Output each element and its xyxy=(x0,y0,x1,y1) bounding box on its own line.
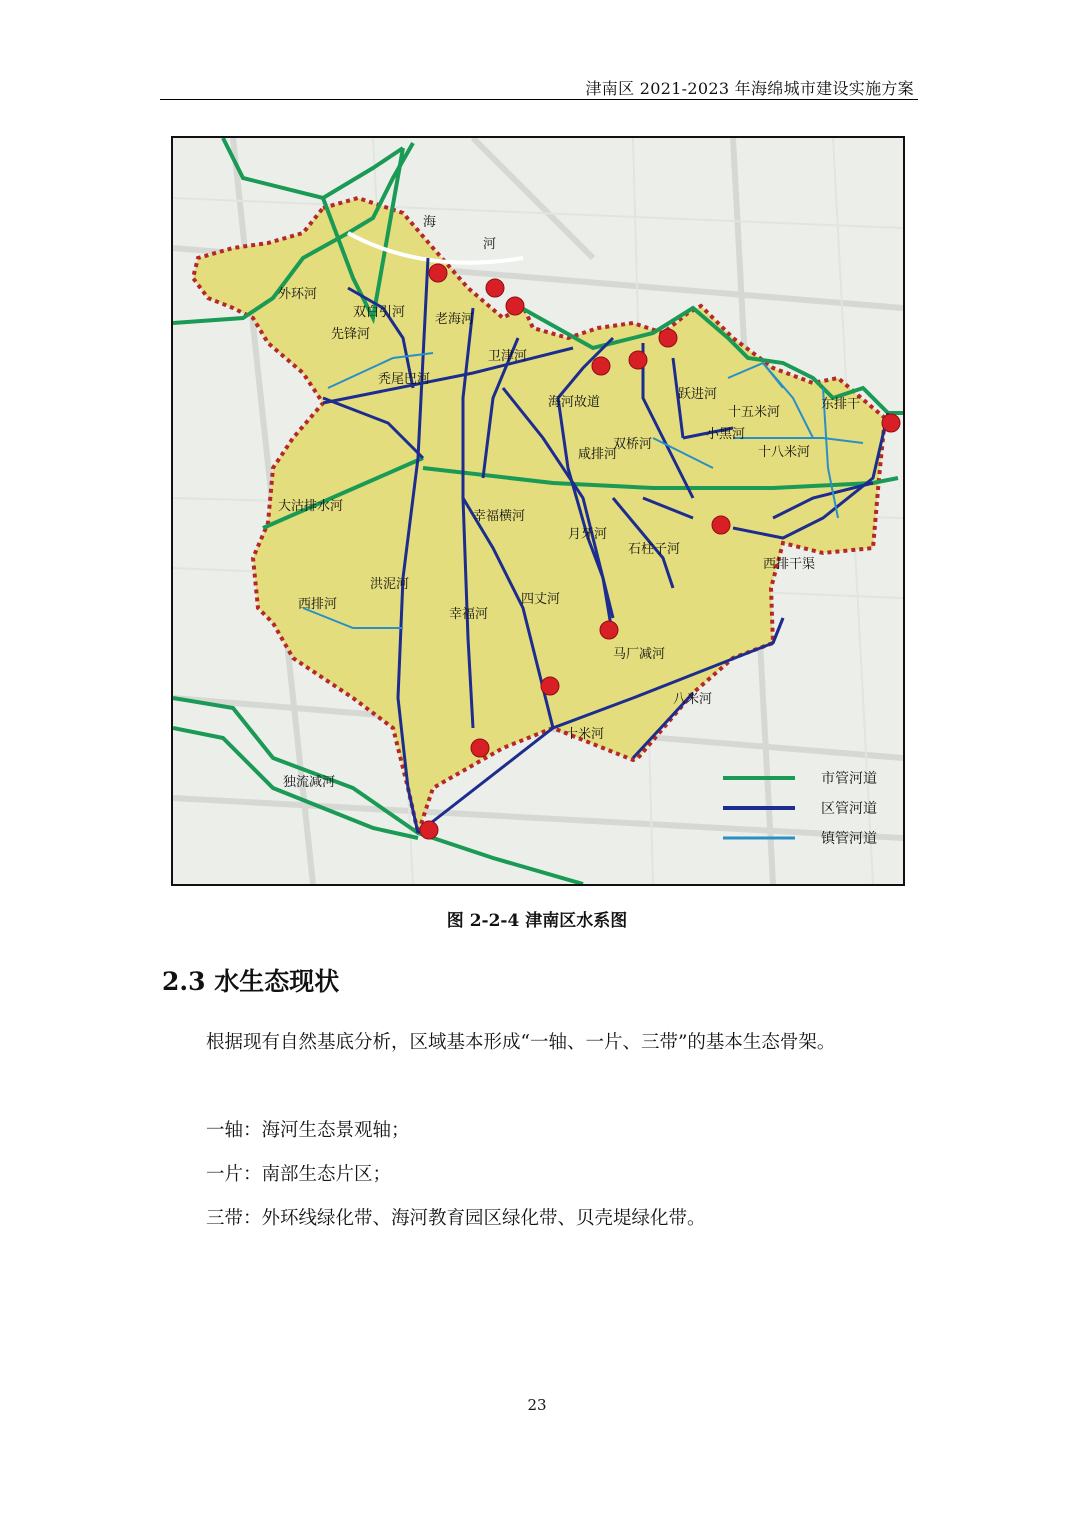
body-paragraph-2: 一轴：海河生态景观轴； xyxy=(206,1120,410,1141)
figure-caption: 图 2-2-4 津南区水系图 xyxy=(446,911,628,931)
map-label-tuwei: 秃尾巴河 xyxy=(378,372,431,387)
page-number: 23 xyxy=(527,1396,547,1414)
map-label-dongpaigan: 东排干 xyxy=(821,397,861,412)
water-system-map xyxy=(171,136,905,886)
map-label-xingfu: 幸福河 xyxy=(449,607,489,622)
map-label-xianfeng: 先锋河 xyxy=(331,327,371,342)
map-label-haihe-a: 海 xyxy=(423,215,437,230)
legend-label-district: 区管河道 xyxy=(821,801,877,817)
map-label-shizhuzi: 石柱子河 xyxy=(628,542,681,557)
body-paragraph-3: 一片：南部生态片区； xyxy=(206,1164,392,1185)
map-label-weijin: 卫津河 xyxy=(488,349,528,364)
section-heading: 2.3 水生态现状 xyxy=(162,967,340,996)
map-label-duliu: 独流减河 xyxy=(283,775,336,790)
map-label-machang: 马厂减河 xyxy=(613,647,666,662)
map-label-laohai: 老海河 xyxy=(435,312,475,327)
header-rule xyxy=(160,99,918,100)
map-label-haihe-gudao: 海河故道 xyxy=(548,395,601,410)
body-paragraph-1: 根据现有自然基底分析，区域基本形成“一轴、一片、三带”的基本生态骨架。 xyxy=(206,1032,836,1053)
map-label-hongni: 洪泥河 xyxy=(370,577,410,592)
map-label-waihuan: 外环河 xyxy=(278,287,318,302)
map-label-bami: 八米河 xyxy=(673,692,713,707)
map-label-shuangqiao: 双桥河 xyxy=(613,437,653,452)
running-header: 津南区 2021-2023 年海绵城市建设实施方案 xyxy=(585,79,914,98)
map-label-xianpai: 咸排河 xyxy=(578,447,618,462)
legend-label-town: 镇管河道 xyxy=(821,831,877,847)
map-label-siwen: 四丈河 xyxy=(521,592,561,607)
body-paragraph-4: 三带：外环线绿化带、海河教育园区绿化带、贝壳堤绿化带。 xyxy=(206,1208,706,1229)
map-label-dagu: 大沽排水河 xyxy=(278,499,344,514)
legend-label-city: 市管河道 xyxy=(821,771,877,787)
map-label-shibami: 十八米河 xyxy=(758,445,811,460)
map-label-xipai: 西排河 xyxy=(298,597,338,612)
map-label-shiwumi: 十五米河 xyxy=(728,405,781,420)
map-label-shimi: 十米河 xyxy=(565,727,605,742)
map-label-xiaohei: 小黑河 xyxy=(706,427,746,442)
map-label-yuejin: 跃进河 xyxy=(678,387,718,402)
map-label-haihe-b: 河 xyxy=(483,237,497,252)
map-label-yueya: 月牙河 xyxy=(568,527,608,542)
map-label-shuangbaiyin: 双白引河 xyxy=(353,305,406,320)
map-label-xingfuheng: 幸福横河 xyxy=(473,509,526,524)
map-label-xipaigan: 西排干渠 xyxy=(763,557,816,572)
